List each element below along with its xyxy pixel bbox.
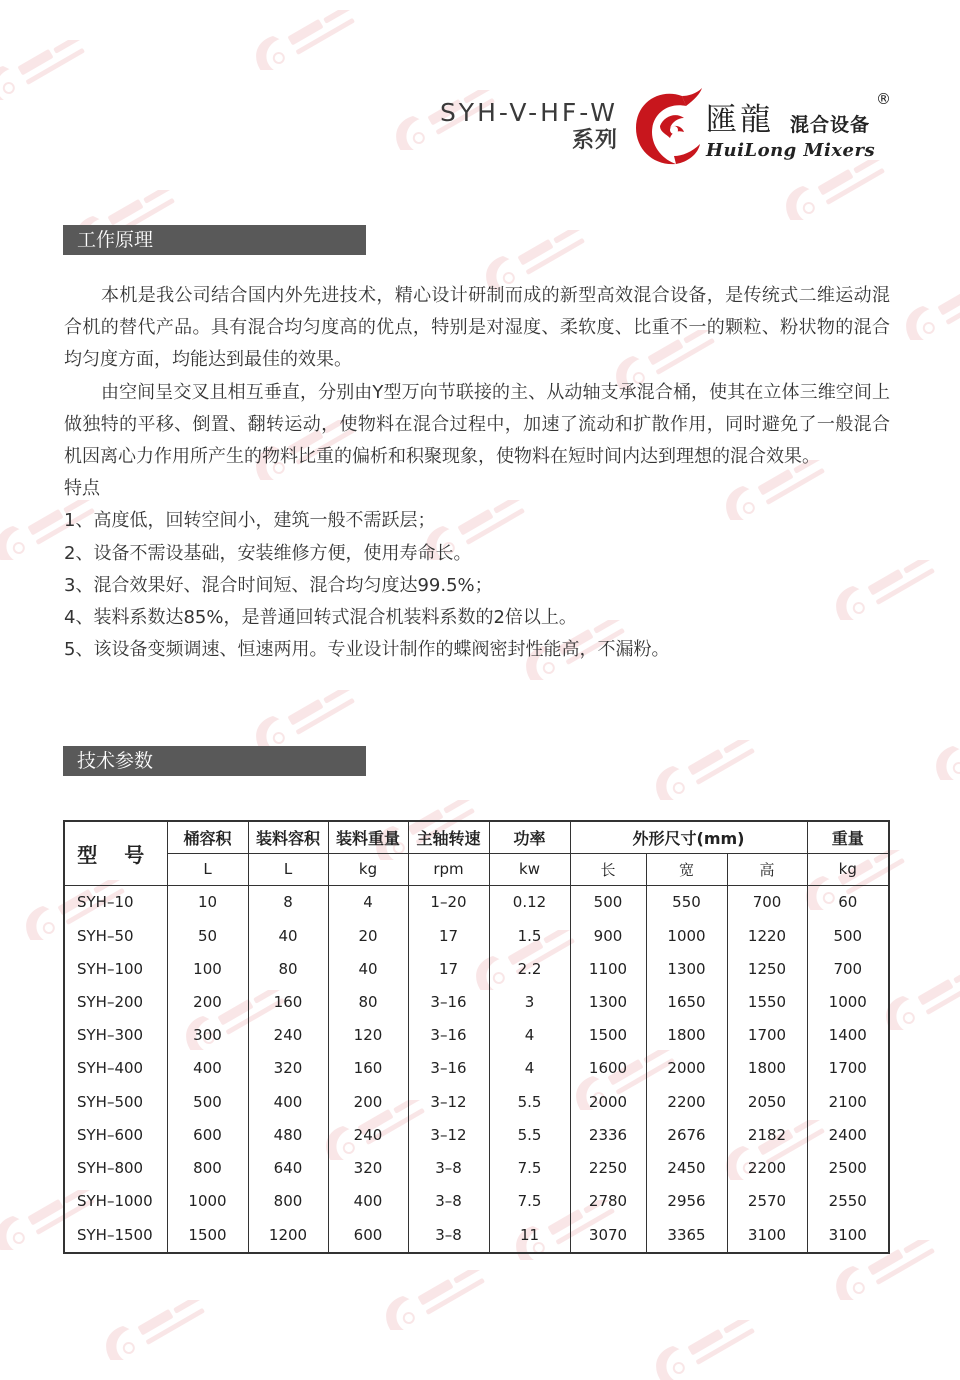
value-cell: 240 [328, 1118, 408, 1151]
value-cell: 550 [646, 885, 727, 919]
value-cell: 1300 [570, 986, 646, 1019]
model-cell: SYH–1000 [64, 1185, 167, 1218]
feature-item: 1、高度低，回转空间小，建筑一般不需跃层； [64, 510, 436, 532]
unit-cell: 长 [570, 853, 646, 885]
value-cell: 100 [167, 952, 248, 985]
series-label: 系列 [571, 128, 618, 154]
value-cell: 1500 [167, 1218, 248, 1253]
value-cell: 320 [328, 1151, 408, 1184]
header-model: 型 号 [64, 821, 167, 885]
table-row [64, 1118, 889, 1151]
value-cell: 3–16 [408, 1019, 489, 1052]
value-cell: 1200 [248, 1218, 328, 1253]
table-row [64, 1151, 889, 1184]
model-cell: SYH–10 [64, 885, 167, 919]
value-cell: 0.12 [489, 885, 570, 919]
value-cell: 2.2 [489, 952, 570, 985]
header-load-volume: 装料容积 [248, 821, 328, 853]
value-cell: 2500 [807, 1151, 889, 1184]
section-title-specs: 技术参数 [63, 746, 366, 776]
table-row [64, 1085, 889, 1118]
table-row [64, 1218, 889, 1253]
value-cell: 3–12 [408, 1085, 489, 1118]
watermark-logo-icon [100, 1300, 220, 1360]
value-cell: 1250 [727, 952, 807, 985]
value-cell: 2200 [727, 1151, 807, 1184]
value-cell: 3–16 [408, 1052, 489, 1085]
value-cell: 60 [807, 885, 889, 919]
dragon-logo-icon [630, 86, 704, 170]
model-cell: SYH–200 [64, 986, 167, 1019]
watermark-logo-icon [250, 690, 370, 750]
value-cell: 2000 [646, 1052, 727, 1085]
spec-table [63, 820, 890, 1254]
value-cell: 2550 [807, 1185, 889, 1218]
value-cell: 7.5 [489, 1185, 570, 1218]
value-cell: 2780 [570, 1185, 646, 1218]
value-cell: 50 [167, 919, 248, 952]
value-cell: 10 [167, 885, 248, 919]
value-cell: 3070 [570, 1218, 646, 1253]
value-cell: 600 [167, 1118, 248, 1151]
value-cell: 4 [489, 1019, 570, 1052]
value-cell: 1500 [570, 1019, 646, 1052]
watermark-logo-icon [650, 740, 770, 800]
brand-subtitle-cn: 混合设备 [790, 114, 871, 136]
value-cell: 3365 [646, 1218, 727, 1253]
header-dimensions: 外形尺寸(mm) [570, 821, 807, 853]
model-cell: SYH–1500 [64, 1218, 167, 1253]
principle-text [64, 280, 890, 666]
value-cell: 3–12 [408, 1118, 489, 1151]
value-cell: 3–8 [408, 1185, 489, 1218]
value-cell: 1700 [727, 1019, 807, 1052]
table-row [64, 986, 889, 1019]
value-cell: 3100 [807, 1218, 889, 1253]
value-cell: 1550 [727, 986, 807, 1019]
value-cell: 5.5 [489, 1085, 570, 1118]
header-power: 功率 [489, 821, 570, 853]
value-cell: 2100 [807, 1085, 889, 1118]
value-cell: 3 [489, 986, 570, 1019]
model-cell: SYH–500 [64, 1085, 167, 1118]
value-cell: 2250 [570, 1151, 646, 1184]
value-cell: 700 [727, 885, 807, 919]
model-cell: SYH–300 [64, 1019, 167, 1052]
value-cell: 1700 [807, 1052, 889, 1085]
value-cell: 160 [248, 986, 328, 1019]
brand-name-en: HuiLong Mixers [706, 140, 876, 161]
table-row [64, 885, 889, 919]
value-cell: 1–20 [408, 885, 489, 919]
value-cell: 1600 [570, 1052, 646, 1085]
value-cell: 2000 [570, 1085, 646, 1118]
value-cell: 640 [248, 1151, 328, 1184]
value-cell: 2050 [727, 1085, 807, 1118]
value-cell: 320 [248, 1052, 328, 1085]
spec-table-body [64, 885, 889, 1253]
feature-item: 5、该设备变频调速、恒速两用。专业设计制作的蝶阀密封性能高，不漏粉。 [64, 639, 670, 661]
value-cell: 2570 [727, 1185, 807, 1218]
value-cell: 800 [248, 1185, 328, 1218]
value-cell: 1000 [167, 1185, 248, 1218]
value-cell: 3–8 [408, 1218, 489, 1253]
value-cell: 1000 [807, 986, 889, 1019]
value-cell: 1220 [727, 919, 807, 952]
value-cell: 17 [408, 952, 489, 985]
value-cell: 2956 [646, 1185, 727, 1218]
unit-cell: L [248, 853, 328, 885]
value-cell: 800 [167, 1151, 248, 1184]
value-cell: 80 [328, 986, 408, 1019]
value-cell: 7.5 [489, 1151, 570, 1184]
value-cell: 2336 [570, 1118, 646, 1151]
value-cell: 1.5 [489, 919, 570, 952]
registered-mark: ® [876, 90, 891, 108]
table-row [64, 952, 889, 985]
watermark-logo-icon [0, 40, 100, 100]
value-cell: 400 [167, 1052, 248, 1085]
section-title-principle: 工作原理 [63, 225, 366, 255]
value-cell: 600 [328, 1218, 408, 1253]
unit-cell: kw [489, 853, 570, 885]
features-title: 特点 [64, 478, 100, 500]
value-cell: 2676 [646, 1118, 727, 1151]
value-cell: 900 [570, 919, 646, 952]
value-cell: 500 [167, 1085, 248, 1118]
feature-item: 3、混合效果好、混合时间短、混合均匀度达99.5%； [64, 574, 493, 596]
unit-cell: kg [328, 853, 408, 885]
value-cell: 200 [328, 1085, 408, 1118]
value-cell: 500 [807, 919, 889, 952]
value-cell: 160 [328, 1052, 408, 1085]
value-cell: 300 [167, 1019, 248, 1052]
principle-paragraph-1: 本机是我公司结合国内外先进技术，精心设计研制而成的新型高效混合设备，是传统式二维运动混合机的替代产品。具有混合均匀度高的优点，特别是对湿度、柔软度、比重不一的颗粒、粉状物的混合均匀度方面，均能达到最佳的效果。 [64, 285, 890, 371]
value-cell: 500 [570, 885, 646, 919]
brand-logo [630, 86, 900, 170]
value-cell: 20 [328, 919, 408, 952]
value-cell: 240 [248, 1019, 328, 1052]
value-cell: 40 [328, 952, 408, 985]
watermark-logo-icon [880, 970, 960, 1030]
feature-item: 4、装料系数达85%，是普通回转式混合机装料系数的2倍以上。 [64, 607, 577, 629]
feature-item: 2、设备不需设基础，安装维修方便，使用寿命长。 [64, 542, 472, 564]
value-cell: 700 [807, 952, 889, 985]
value-cell: 400 [328, 1185, 408, 1218]
value-cell: 2450 [646, 1151, 727, 1184]
table-row [64, 1185, 889, 1218]
value-cell: 120 [328, 1019, 408, 1052]
value-cell: 1400 [807, 1019, 889, 1052]
watermark-logo-icon [250, 10, 370, 70]
value-cell: 80 [248, 952, 328, 985]
value-cell: 400 [248, 1085, 328, 1118]
unit-cell: L [167, 853, 248, 885]
value-cell: 1800 [727, 1052, 807, 1085]
table-row [64, 1052, 889, 1085]
value-cell: 1300 [646, 952, 727, 985]
value-cell: 2182 [727, 1118, 807, 1151]
brand-name-cn: 匯龍 [706, 102, 774, 138]
value-cell: 8 [248, 885, 328, 919]
header-load-weight: 装料重量 [328, 821, 408, 853]
unit-cell: 高 [727, 853, 807, 885]
table-row [64, 1019, 889, 1052]
unit-cell: 宽 [646, 853, 727, 885]
model-cell: SYH–400 [64, 1052, 167, 1085]
value-cell: 1800 [646, 1019, 727, 1052]
watermark-logo-icon [380, 1270, 500, 1330]
header-weight: 重量 [807, 821, 889, 853]
series-title [440, 100, 618, 152]
value-cell: 1100 [570, 952, 646, 985]
model-cell: SYH–600 [64, 1118, 167, 1151]
value-cell: 17 [408, 919, 489, 952]
value-cell: 4 [328, 885, 408, 919]
table-row [64, 919, 889, 952]
model-cell: SYH–100 [64, 952, 167, 985]
value-cell: 40 [248, 919, 328, 952]
value-cell: 4 [489, 1052, 570, 1085]
watermark-logo-icon [900, 280, 960, 340]
header-drum-volume: 桶容积 [167, 821, 248, 853]
unit-cell: kg [807, 853, 889, 885]
header-spindle-speed: 主轴转速 [408, 821, 489, 853]
principle-paragraph-2: 由空间呈交叉且相互垂直，分别由Y型万向节联接的主、从动轴支承混合桶，使其在立体三维空间上做独特的平移、倒置、翻转运动，使物料在混合过程中，加速了流动和扩散作用，同时避免了一般混合机因离心力作用所产生的物料比重的偏析和积聚现象，使物料在短时间内达到理想的混合效果。 [64, 381, 890, 468]
value-cell: 2200 [646, 1085, 727, 1118]
model-cell: SYH–50 [64, 919, 167, 952]
unit-cell: rpm [408, 853, 489, 885]
model-cell: SYH–800 [64, 1151, 167, 1184]
value-cell: 200 [167, 986, 248, 1019]
value-cell: 3–8 [408, 1151, 489, 1184]
value-cell: 3–16 [408, 986, 489, 1019]
watermark-logo-icon [650, 1320, 770, 1380]
value-cell: 5.5 [489, 1118, 570, 1151]
value-cell: 2400 [807, 1118, 889, 1151]
value-cell: 1650 [646, 986, 727, 1019]
value-cell: 11 [489, 1218, 570, 1253]
value-cell: 3100 [727, 1218, 807, 1253]
value-cell: 1000 [646, 919, 727, 952]
series-model: SYH-V-HF-W [439, 98, 618, 127]
value-cell: 480 [248, 1118, 328, 1151]
watermark-logo-icon [930, 720, 960, 780]
